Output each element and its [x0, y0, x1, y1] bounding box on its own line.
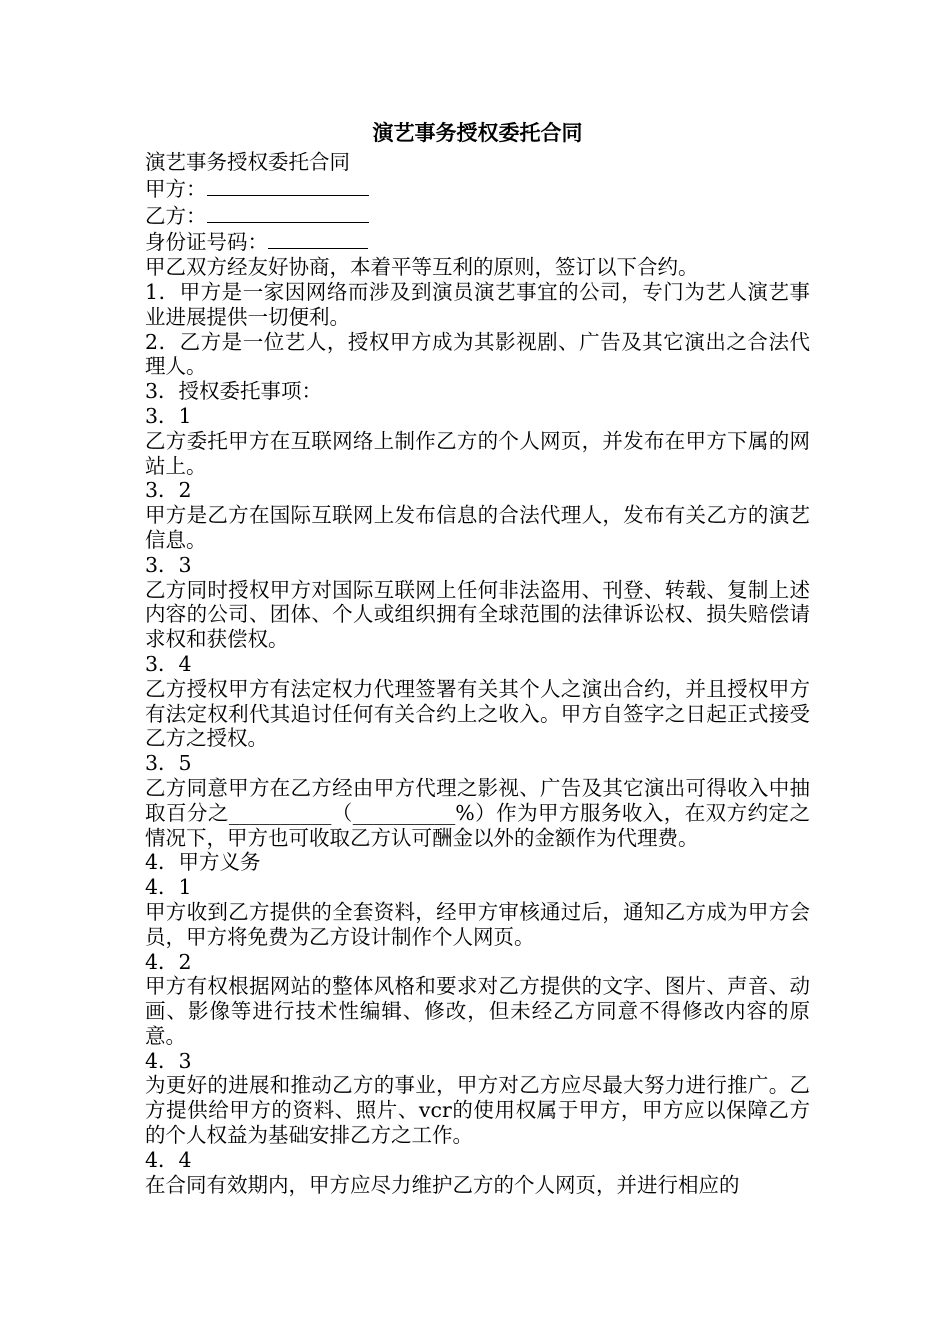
clause-4-3-text: 为更好的进展和推动乙方的事业，甲方对乙方应尽最大努力进行推广。乙方提供给甲方的资料、照片、vcr的使用权属于甲方，甲方应以保障乙方的个人权益为基础安排乙方之工作。 — [145, 1073, 810, 1148]
clause-4-2-number: 4．2 — [145, 949, 192, 974]
clause-3-2-number: 3．2 — [145, 478, 192, 503]
clause-2: 2．乙方是一位艺人，授权甲方成为其影视剧、广告及其它演出之合法代理人。 — [145, 329, 810, 379]
clause-3-4-text: 乙方授权甲方有法定权力代理签署有关其个人之演出合约，并且授权甲方有法定权利代其追讨任何有关合约上之收入。甲方自签字之日起正式接受乙方之授权。 — [145, 676, 810, 751]
clause-4-4-text: 在合同有效期内，甲方应尽力维护乙方的个人网页，并进行相应的 — [145, 1172, 740, 1197]
party-a-field — [145, 175, 810, 202]
clause-3-4-number: 3．4 — [145, 651, 192, 676]
clause-3-1-number: 3．1 — [145, 403, 192, 428]
clause-3-heading: 3．授权委托事项： — [145, 379, 323, 404]
clause-3-3-text: 乙方同时授权甲方对国际互联网上任何非法盗用、刊登、转载、复制上述内容的公司、团体、个人或组织拥有全球范围的法律诉讼权、损失赔偿请求权和获偿权。 — [145, 577, 810, 652]
clause-4-4-number: 4．4 — [145, 1147, 192, 1172]
clause-4-2-text: 甲方有权根据网站的整体风格和要求对乙方提供的文字、图片、声音、动画、影像等进行技术性编辑、修改，但未经乙方同意不得修改内容的原意。 — [145, 974, 810, 1048]
intro-paragraph: 甲乙双方经友好协商，本着平等互利的原则，签订以下合约。 — [145, 255, 699, 280]
clause-3-3-number: 3．3 — [145, 552, 192, 577]
party-b-label: 乙方： — [145, 203, 207, 228]
party-b-blank — [207, 202, 369, 223]
clause-3-5-number: 3．5 — [145, 751, 192, 776]
id-number-blank — [268, 228, 368, 249]
party-b-field — [145, 202, 810, 229]
clause-4-heading: 4．甲方义务 — [145, 850, 261, 875]
contract-page — [145, 118, 810, 1197]
party-a-blank — [207, 175, 369, 196]
clause-4-1-number: 4．1 — [145, 875, 192, 900]
clause-4-3-number: 4．3 — [145, 1048, 192, 1073]
clause-1: 1．甲方是一家因网络而涉及到演员演艺事宜的公司，专门为艺人演艺事业进展提供一切便利。 — [145, 279, 810, 329]
clause-4-1-text: 甲方收到乙方提供的全套资料，经甲方审核通过后，通知乙方成为甲方会员，甲方将免费为乙方设计制作个人网页。 — [145, 899, 810, 949]
clause-3-1-text: 乙方委托甲方在互联网络上制作乙方的个人网页，并发布在甲方下属的网站上。 — [145, 428, 810, 478]
id-number-field — [145, 228, 810, 255]
id-number-label: 身份证号码： — [145, 230, 268, 255]
document-title: 演艺事务授权委托合同 — [372, 120, 583, 145]
clause-3-2-text: 甲方是乙方在国际互联网上发布信息的合法代理人，发布有关乙方的演艺信息。 — [145, 503, 810, 552]
party-a-label: 甲方： — [145, 176, 207, 201]
document-subtitle: 演艺事务授权委托合同 — [145, 150, 350, 174]
clause-3-5-text: 乙方同意甲方在乙方经由甲方代理之影视、广告及其它演出可得收入中抽取百分之__________（__________%）作为甲方服务收入，在双方约定之情况下，甲方也可收取乙方认可酬金以外的金额作为代理费。 — [145, 775, 810, 850]
